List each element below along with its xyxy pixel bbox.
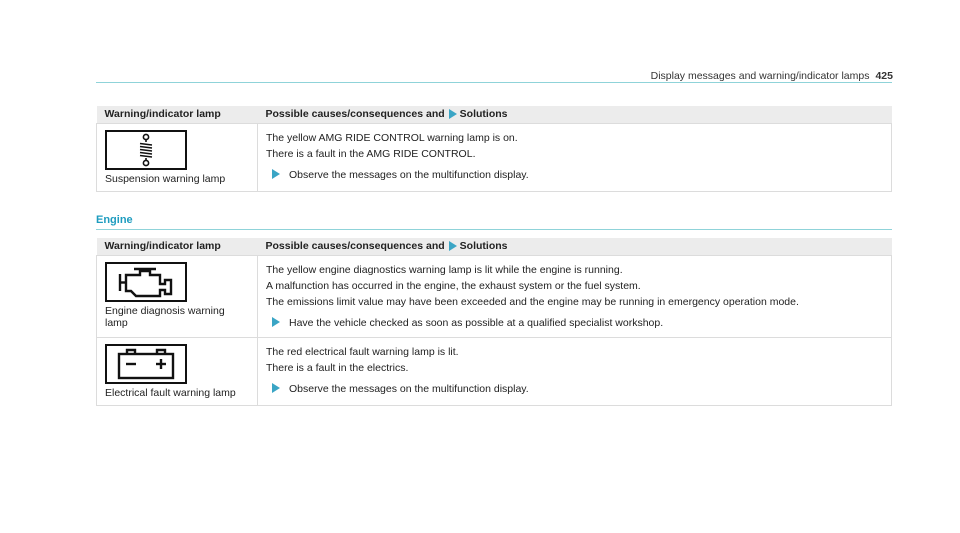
- column-header-solutions-label: Solutions: [459, 240, 508, 253]
- cause-text: The yellow engine diagnostics warning lamp is lit while the engine is running.: [266, 263, 623, 276]
- solution-item: [266, 315, 883, 331]
- solution-item: [266, 381, 883, 397]
- table-row: [97, 123, 892, 191]
- solution-text: Observe the messages on the multifunction display.: [289, 168, 529, 181]
- cause-text: There is a fault in the AMG RIDE CONTROL.: [266, 147, 476, 160]
- engine-lamp-table: [96, 238, 892, 406]
- cause-text: The yellow AMG RIDE CONTROL warning lamp is on.: [266, 131, 518, 144]
- solution-text: Observe the messages on the multifunction display.: [289, 382, 529, 395]
- solution-text: Have the vehicle checked as soon as possible at a qualified specialist workshop.: [289, 316, 664, 329]
- cause-text: The red electrical fault warning lamp is lit.: [266, 345, 459, 358]
- arrow-icon: [272, 169, 280, 179]
- column-header-lamp: Warning/indicator lamp: [97, 106, 258, 123]
- causes-cell: [258, 255, 892, 337]
- causes-cell: [258, 337, 892, 405]
- table-header-row: [97, 106, 892, 123]
- section-divider: [96, 229, 892, 230]
- lamp-cell: [97, 255, 258, 337]
- lamp-label: Engine diagnosis warning lamp: [105, 304, 225, 329]
- lamp-cell: [97, 337, 258, 405]
- cause-text: The emissions limit value may have been exceeded and the engine may be running in emergency operation mode.: [266, 295, 799, 308]
- page-number: 425: [875, 70, 893, 82]
- page-header: [615, 70, 893, 82]
- column-header-solutions-label: Solutions: [459, 108, 508, 121]
- arrow-icon: [272, 383, 280, 393]
- engine-diagnosis-icon: [105, 262, 187, 302]
- header-title: Display messages and warning/indicator lamps: [650, 70, 870, 82]
- arrow-icon: [449, 241, 457, 251]
- table-row: [97, 337, 892, 405]
- header-divider: [96, 82, 892, 83]
- causes-cell: [258, 123, 892, 191]
- column-header-lamp: Warning/indicator lamp: [97, 238, 258, 255]
- column-header-causes-label: Possible causes/consequences and: [265, 108, 445, 121]
- arrow-icon: [449, 109, 457, 119]
- suspension-lamp-table: [96, 106, 892, 192]
- battery-icon: [105, 344, 187, 384]
- table-row: [97, 255, 892, 337]
- section-title-engine: Engine: [96, 214, 133, 226]
- cause-text: There is a fault in the electrics.: [266, 361, 409, 374]
- column-header-causes: [258, 106, 892, 123]
- lamp-cell: [97, 123, 258, 191]
- table-header-row: [97, 238, 892, 255]
- column-header-causes: [258, 238, 892, 255]
- column-header-causes-label: Possible causes/consequences and: [265, 240, 445, 253]
- cause-text: A malfunction has occurred in the engine, the exhaust system or the fuel system.: [266, 279, 641, 292]
- solution-item: [266, 167, 883, 183]
- lamp-label: Suspension warning lamp: [105, 172, 226, 185]
- lamp-label: Electrical fault warning lamp: [105, 386, 236, 399]
- suspension-spring-icon: [105, 130, 187, 170]
- arrow-icon: [272, 317, 280, 327]
